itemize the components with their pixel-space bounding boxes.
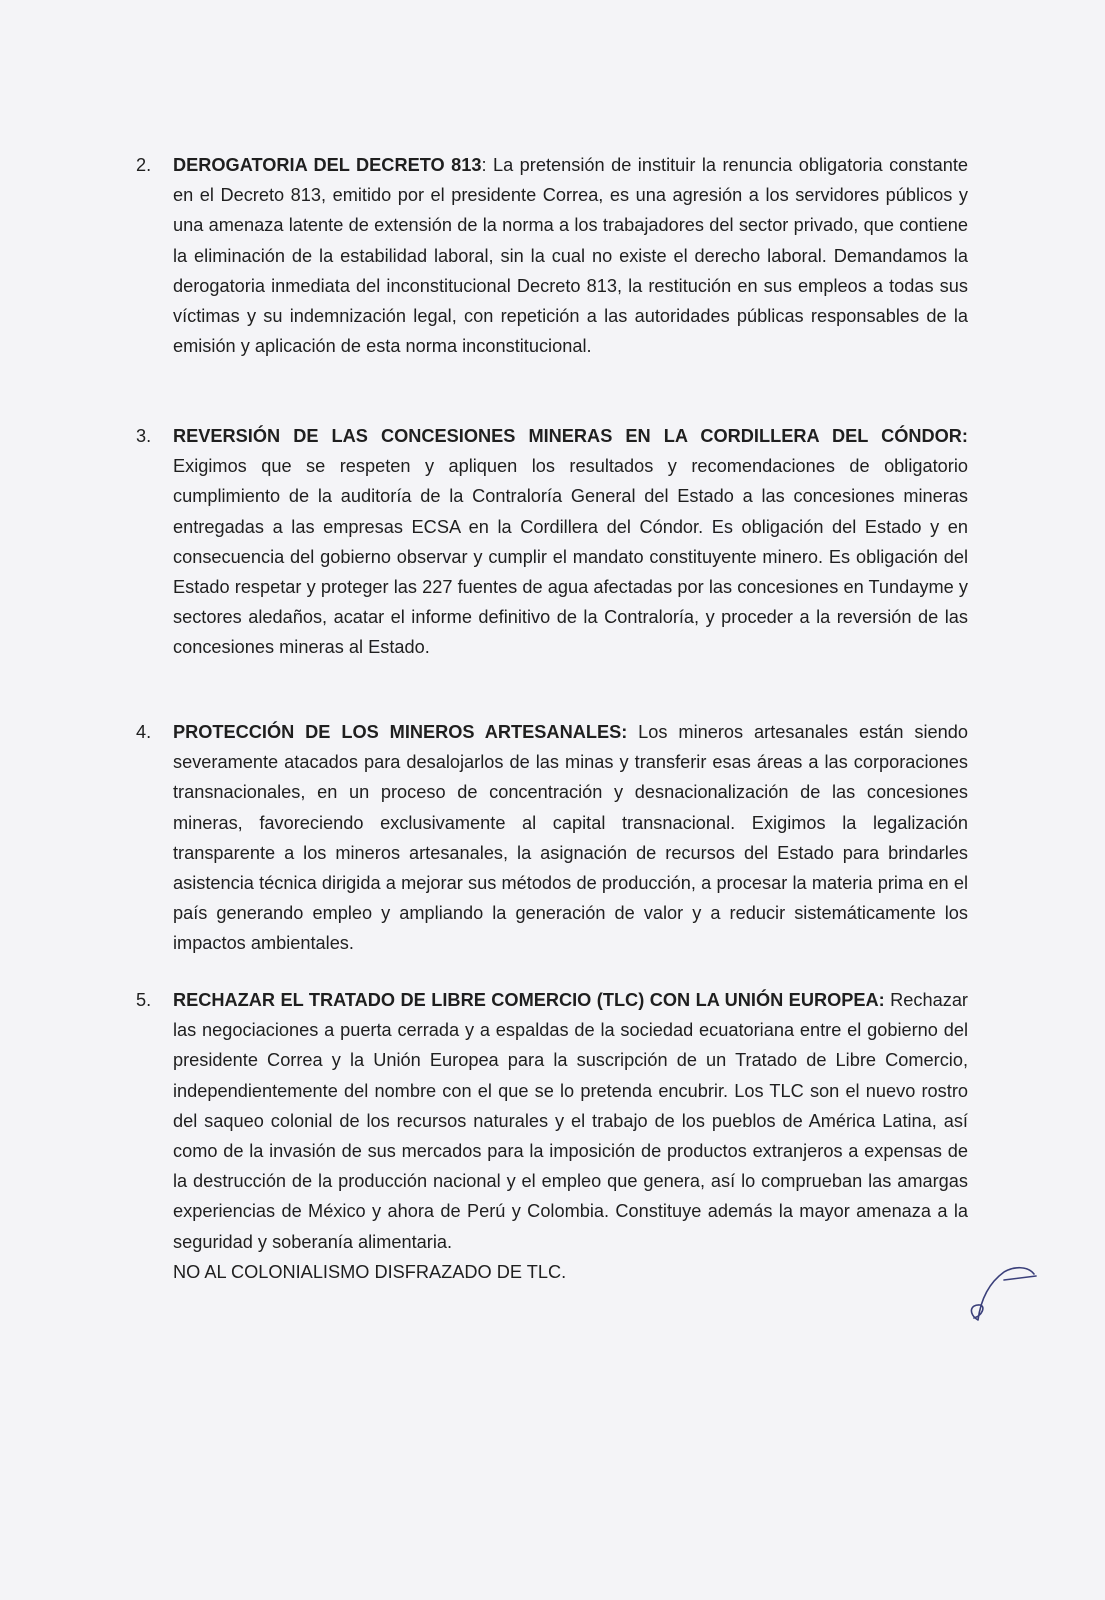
item-paragraph [173,717,968,959]
item-heading: RECHAZAR EL TRATADO DE LIBRE COMERCIO (TLC) CON LA UNIÓN EUROPEA: [173,990,885,1010]
item-number: 3. [136,426,152,446]
item-number: 4. [136,722,152,742]
signature-mark [960,1250,1060,1330]
item-heading: DEROGATORIA DEL DECRETO 813 [173,155,482,175]
item-number: 5. [136,990,152,1010]
item-paragraph [173,985,968,1287]
item-number: 2. [136,155,152,175]
item-heading: PROTECCIÓN DE LOS MINEROS ARTESANALES: [173,722,628,742]
item-heading: REVERSIÓN DE LAS CONCESIONES MINERAS EN LA CORDILLERA DEL CÓNDOR: [173,426,968,446]
list-item-4 [136,717,968,959]
item-paragraph [173,421,968,663]
list-item-5 [136,985,968,1287]
list-item-2 [136,150,968,361]
item-text: Los mineros artesanales están siendo severamente atacados para desalojarlos de las minas y transferir esas áreas a las corporaciones transnacionales, en un proceso de concentración y desnacionalización de las concesiones mineras, favoreciendo exclusivamente al capital transnacional. Exigimos la legalización transparente a los mineros artesanales, la asignación de recursos del Estado para brindarles asistencia técnica dirigida a mejorar sus métodos de producción, a procesar la materia prima en el país generando empleo y ampliando la generación de valor y a reducir sistemáticamente los impactos ambientales. [173,722,968,954]
item-paragraph [173,150,968,361]
item-closing-line: NO AL COLONIALISMO DISFRAZADO DE TLC. [173,1261,567,1282]
item-text: : La pretensión de instituir la renuncia obligatoria constante en el Decreto 813, emitido por el presidente Correa, es una agresión a los servidores públicos y una amenaza latente de extensión de la norma a los trabajadores del sector privado, que contiene la eliminación de la estabilidad laboral, sin la cual no existe el derecho laboral. Demandamos la derogatoria inmediata del inconstitucional Decreto 813, la restitución en sus empleos a todas sus víctimas y su indemnización legal, con repetición a las autoridades públicas responsables de la emisión y aplicación de esta norma inconstitucional. [173,155,968,357]
item-text: Exigimos que se respeten y apliquen los resultados y recomendaciones de obligatorio cumplimiento de la auditoría de la Contraloría General del Estado a las concesiones mineras entregadas a las empresas ECSA en la Cordillera del Cóndor. Es obligación del Estado y en consecuencia del gobierno observar y cumplir el mandato constituyente minero. Es obligación del Estado respetar y proteger las 227 fuentes de agua afectadas por las concesiones en Tundayme y sectores aledaños, acatar el informe definitivo de la Contraloría, y proceder a la reversión de las concesiones mineras al Estado. [173,456,968,658]
item-text: Rechazar las negociaciones a puerta cerrada y a espaldas de la sociedad ecuatoriana entre el gobierno del presidente Correa y la Unión Europea para la suscripción de un Tratado de Libre Comercio, independientemente del nombre con el que se lo pretenda encubrir. Los TLC son el nuevo rostro del saqueo colonial de los recursos naturales y el trabajo de los pueblos de América Latina, así como de la invasión de sus mercados para la imposición de productos extranjeros a expensas de la destrucción de la producción nacional y el empleo que genera, así lo comprueban las amargas experiencias de México y ahora de Perú y Colombia. Constituye además la mayor amenaza a la seguridad y soberanía alimentaria. [173,990,968,1252]
list-item-3 [136,421,968,663]
